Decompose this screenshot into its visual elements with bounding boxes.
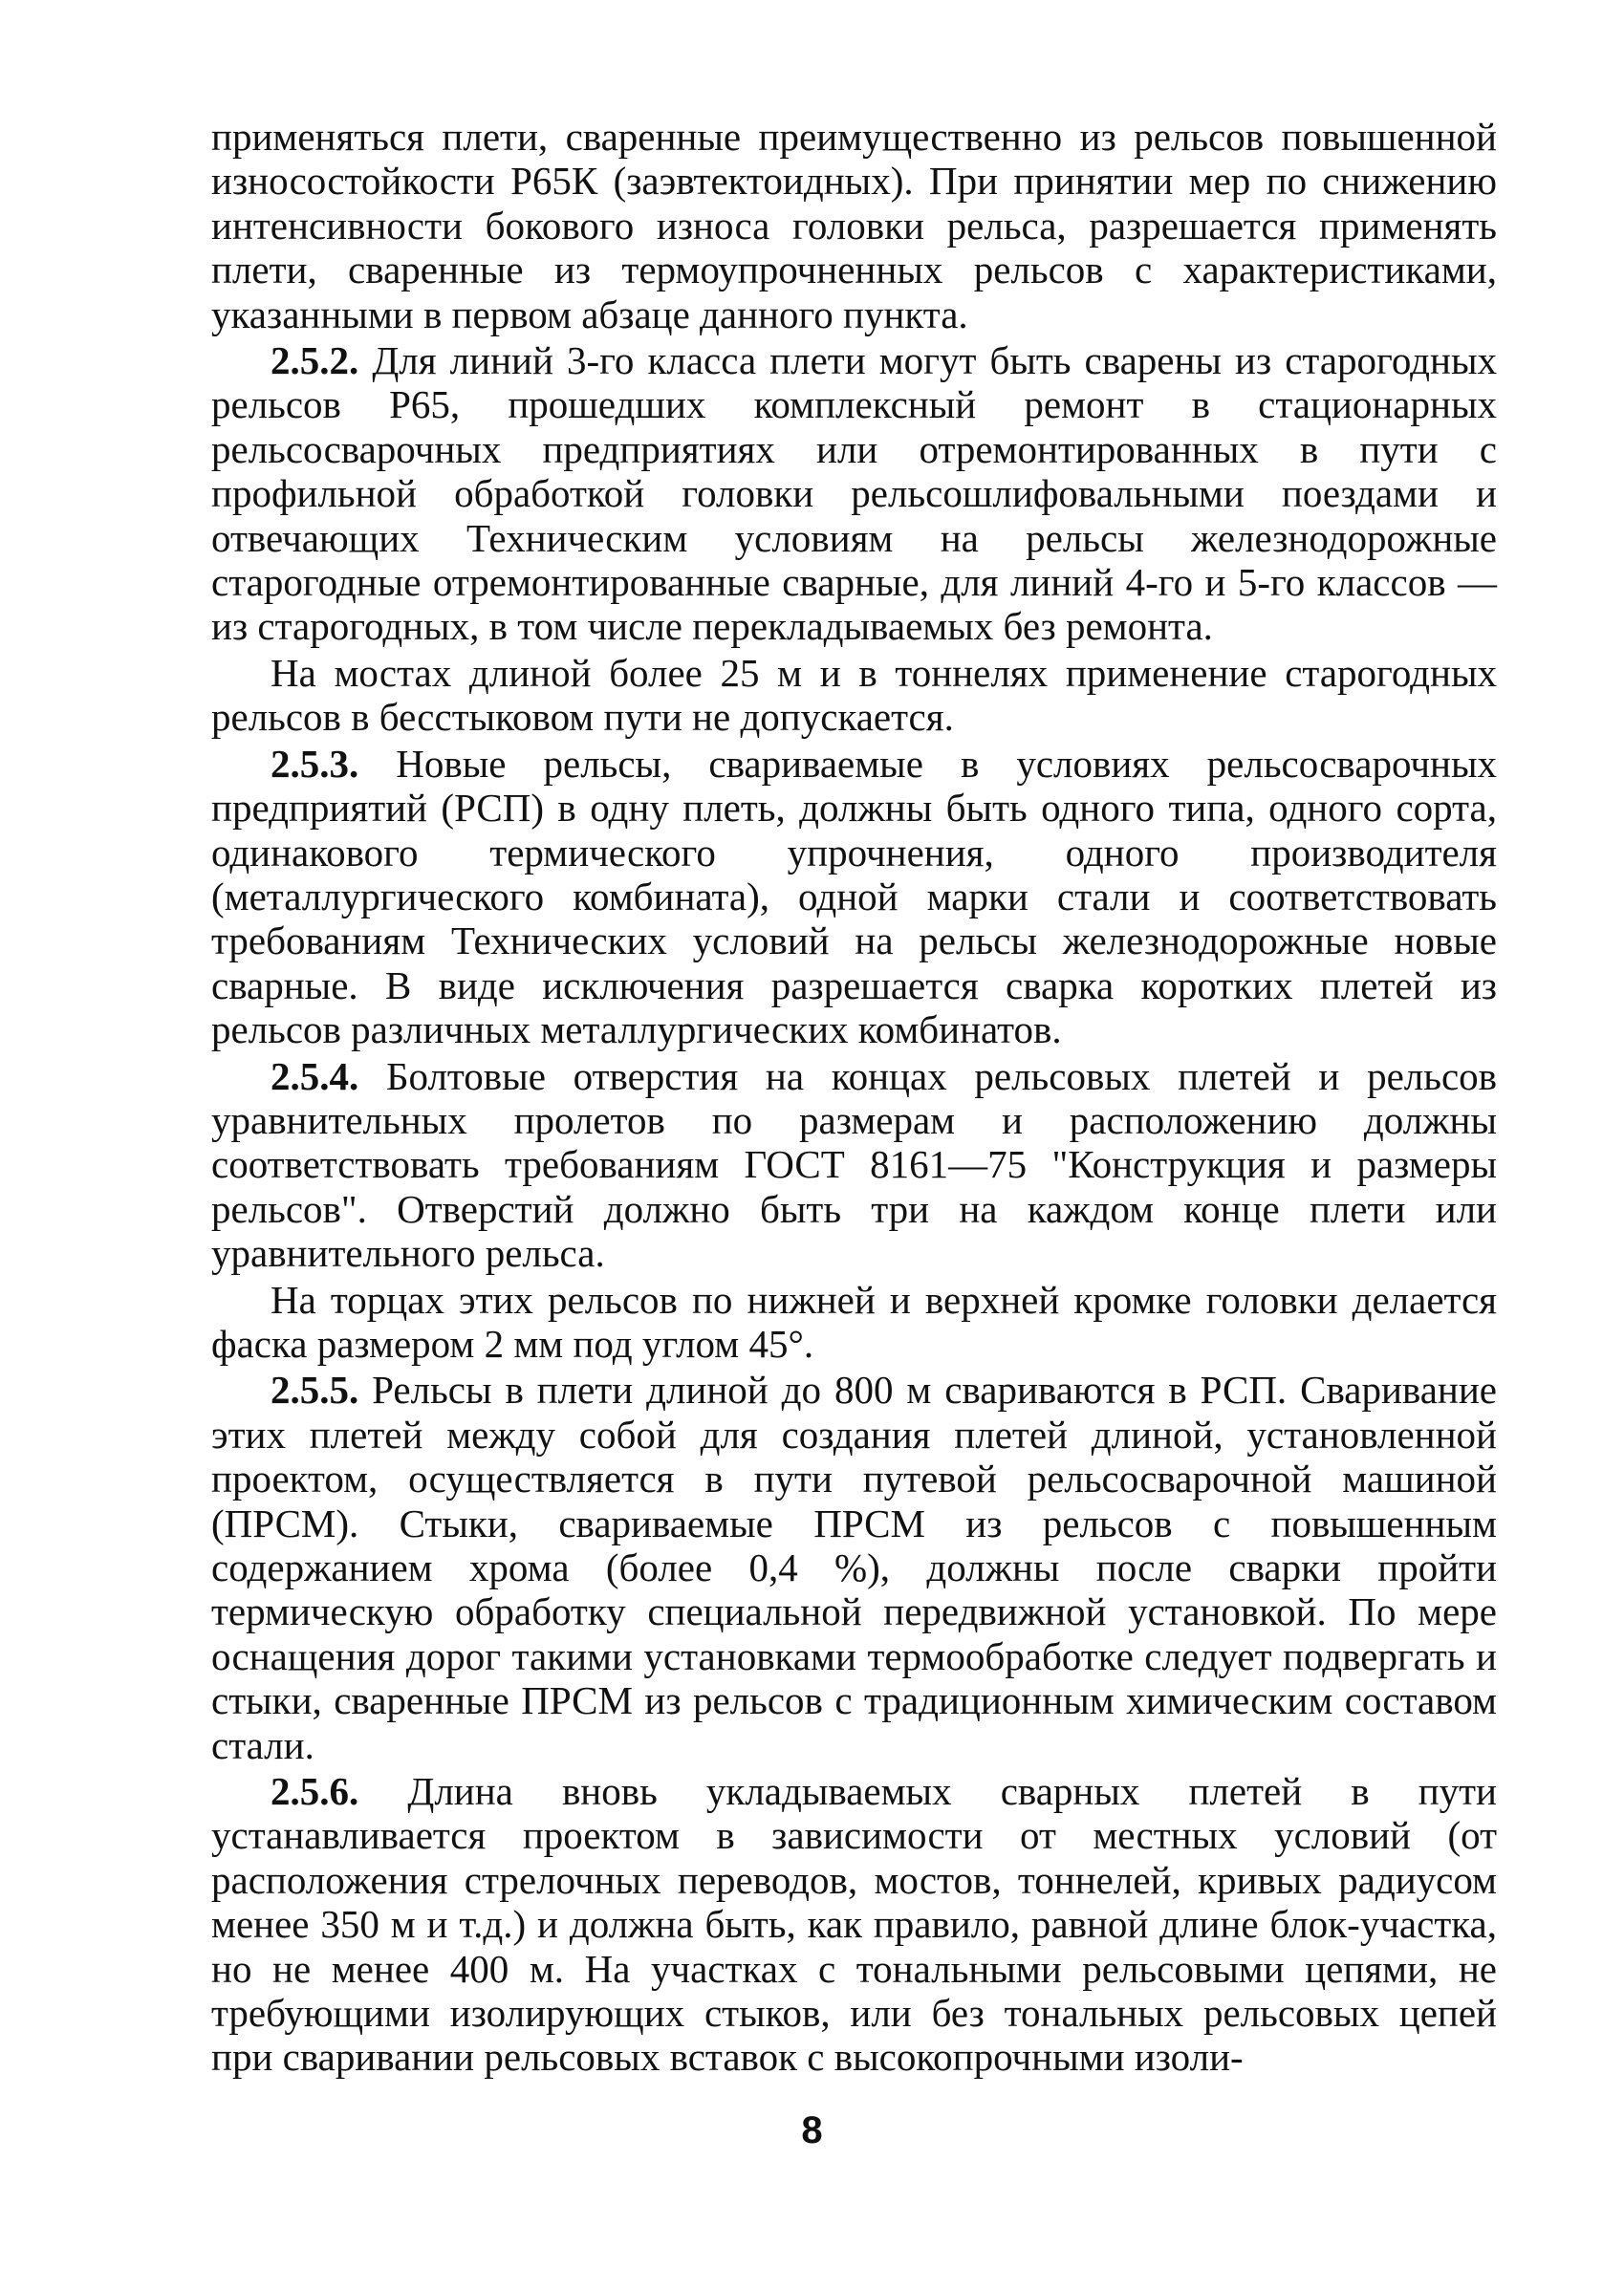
body-text — [211, 115, 1497, 2082]
paragraph-text: Новые рельсы, свариваемые в условиях рельсосварочных предприятий (РСП) в одну плеть, должны быть одного типа, одного сорта, одинакового термического упрочнения, одного производителя (металлургического комбината), одной марки стали и соответствовать требованиям Технических условий на рельсы железнодорожные новые сварные. В виде исключения разрешается сварка коротких плетей из рельсов различных металлургических комбинатов. — [211, 741, 1497, 1052]
paragraph-2-5-3 — [211, 742, 1497, 1052]
paragraph-2-5-5 — [211, 1368, 1497, 1767]
paragraph-text: применяться плети, сваренные преимущественно из рельсов повышенной износостойкости Р65К (заэвтектоидных). При принятии мер по снижению интенсивности бокового износа головки рельса, разрешается применять плети, сваренные из термоупрочненных рельсов с характеристиками, указанными в первом абзаце данного пункта. — [211, 115, 1497, 336]
section-number: 2.5.6. — [271, 1769, 359, 1814]
paragraph-text: Болтовые отверстия на концах рельсовых плетей и рельсов уравнительных пролетов по размерам и расположению должны соответствовать требованиям ГОСТ 8161—75 "Конструкция и размеры рельсов". Отверстий должно быть три на каждом конце плети или уравнительного рельса. — [211, 1053, 1497, 1276]
paragraph-2-5-6 — [211, 1769, 1497, 2080]
paragraph-continuation — [211, 115, 1497, 336]
paragraph-bridges — [211, 651, 1497, 740]
section-number: 2.5.3. — [271, 741, 359, 786]
paragraph-2-5-2 — [211, 338, 1497, 649]
page-number: 8 — [801, 2109, 823, 2151]
section-number: 2.5.4. — [271, 1053, 359, 1098]
paragraph-text: Длина вновь укладываемых сварных плетей в пути устанавливается проектом в зависимости от местных условий (от расположения стрелочных переводов, мостов, тоннелей, кривых радиусом менее 350 м и т.д.) и должна быть, как правило, равной длине блок-участка, но не менее 400 м. На участках с тональными рельсовыми цепями, не требующими изолирующих стыков, или без тональных рельсовых цепей при сваривании рельсовых вставок с высокопрочными изоли- — [211, 1769, 1497, 2080]
paragraph-text: На торцах этих рельсов по нижней и верхней кромке головки делается фаска размером 2 мм под углом 45°. — [211, 1277, 1497, 1366]
paragraph-chamfer — [211, 1278, 1497, 1367]
section-number: 2.5.2. — [271, 338, 359, 383]
paragraph-text: На мостах длиной более 25 м и в тоннелях применение старогодных рельсов в бесстыковом пути не допускается. — [211, 650, 1497, 740]
section-number: 2.5.5. — [271, 1368, 359, 1413]
paragraph-2-5-4 — [211, 1054, 1497, 1276]
paragraph-text: Рельсы в плети длиной до 800 м свариваются в РСП. Сваривание этих плетей между собой для создания плетей длиной, установленной проектом, осуществляется в пути путевой рельсосварочной машиной (ПРСМ). Стыки, свариваемые ПРСМ из рельсов с повышенным содержанием хрома (более 0,4 %), должны после сварки пройти термическую обработку специальной передвижной установкой. По мере оснащения дорог такими установками термообработке следует подвергать и стыки, сваренные ПРСМ из рельсов с традиционным химическим составом стали. — [211, 1368, 1497, 1767]
paragraph-text: Для линий 3-го класса плети могут быть сварены из старогодных рельсов Р65, прошедших комплексный ремонт в стационарных рельсосварочных предприятиях или отремонтированных в пути с профильной обработкой головки рельсошлифовальными поездами и отвечающих Техническим условиям на рельсы железнодорожные старогодные отремонтированные сварные, для линий 4-го и 5-го классов — из старогодных, в том числе перекладываемых без ремонта. — [211, 338, 1497, 649]
